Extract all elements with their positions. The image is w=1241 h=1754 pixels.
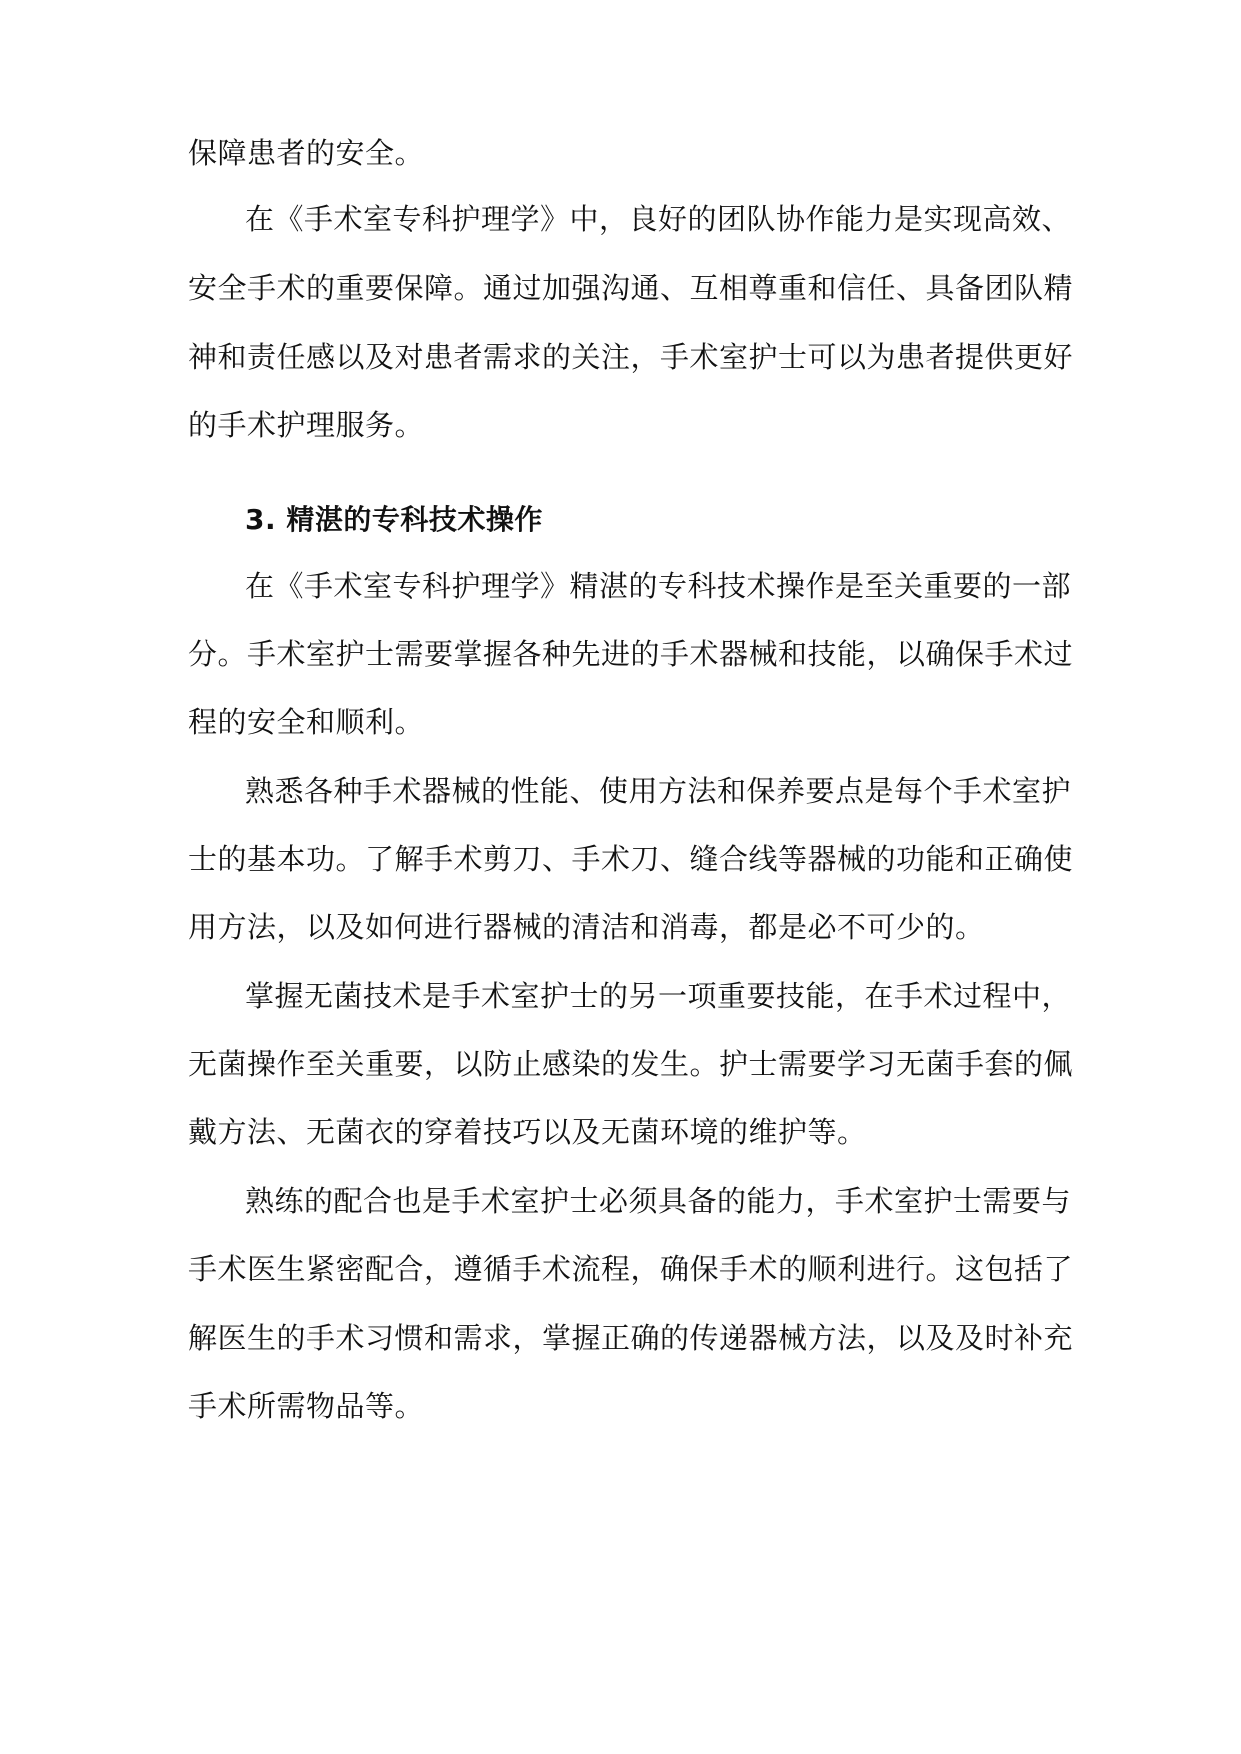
paragraph-line: 在《手术室专科护理学》精湛的专科技术操作是至关重要的一部 — [245, 569, 1072, 603]
paragraph-line: 解医生的手术习惯和需求，掌握正确的传递器械方法，以及及时补充 — [188, 1321, 1074, 1355]
paragraph-line: 的手术护理服务。 — [188, 408, 425, 442]
paragraph-line: 掌握无菌技术是手术室护士的另一项重要技能，在手术过程中， — [245, 979, 1072, 1013]
paragraph-line: 神和责任感以及对患者需求的关注，手术室护士可以为患者提供更好 — [188, 340, 1074, 374]
paragraph-line: 在《手术室专科护理学》中，良好的团队协作能力是实现高效、 — [245, 202, 1072, 236]
paragraph-line: 用方法，以及如何进行器械的清洁和消毒，都是必不可少的。 — [188, 910, 985, 944]
paragraph-line: 熟练的配合也是手术室护士必须具备的能力，手术室护士需要与 — [245, 1184, 1072, 1218]
paragraph-line: 程的安全和顺利。 — [188, 705, 425, 739]
section-heading: 3. 精湛的专科技术操作 — [245, 503, 543, 536]
paragraph-continuation-line: 保障患者的安全。 — [188, 136, 425, 170]
paragraph-line: 戴方法、无菌衣的穿着技巧以及无菌环境的维护等。 — [188, 1115, 867, 1149]
paragraph-line: 手术所需物品等。 — [188, 1389, 425, 1423]
paragraph-line: 无菌操作至关重要，以防止感染的发生。护士需要学习无菌手套的佩 — [188, 1047, 1074, 1081]
paragraph-line: 安全手术的重要保障。通过加强沟通、互相尊重和信任、具备团队精 — [188, 271, 1074, 305]
paragraph-line: 手术医生紧密配合，遵循手术流程，确保手术的顺利进行。这包括了 — [188, 1252, 1074, 1286]
paragraph-line: 士的基本功。了解手术剪刀、手术刀、缝合线等器械的功能和正确使 — [188, 842, 1074, 876]
paragraph-line: 分。手术室护士需要掌握各种先进的手术器械和技能，以确保手术过 — [188, 637, 1074, 671]
paragraph-line: 熟悉各种手术器械的性能、使用方法和保养要点是每个手术室护 — [245, 774, 1072, 808]
